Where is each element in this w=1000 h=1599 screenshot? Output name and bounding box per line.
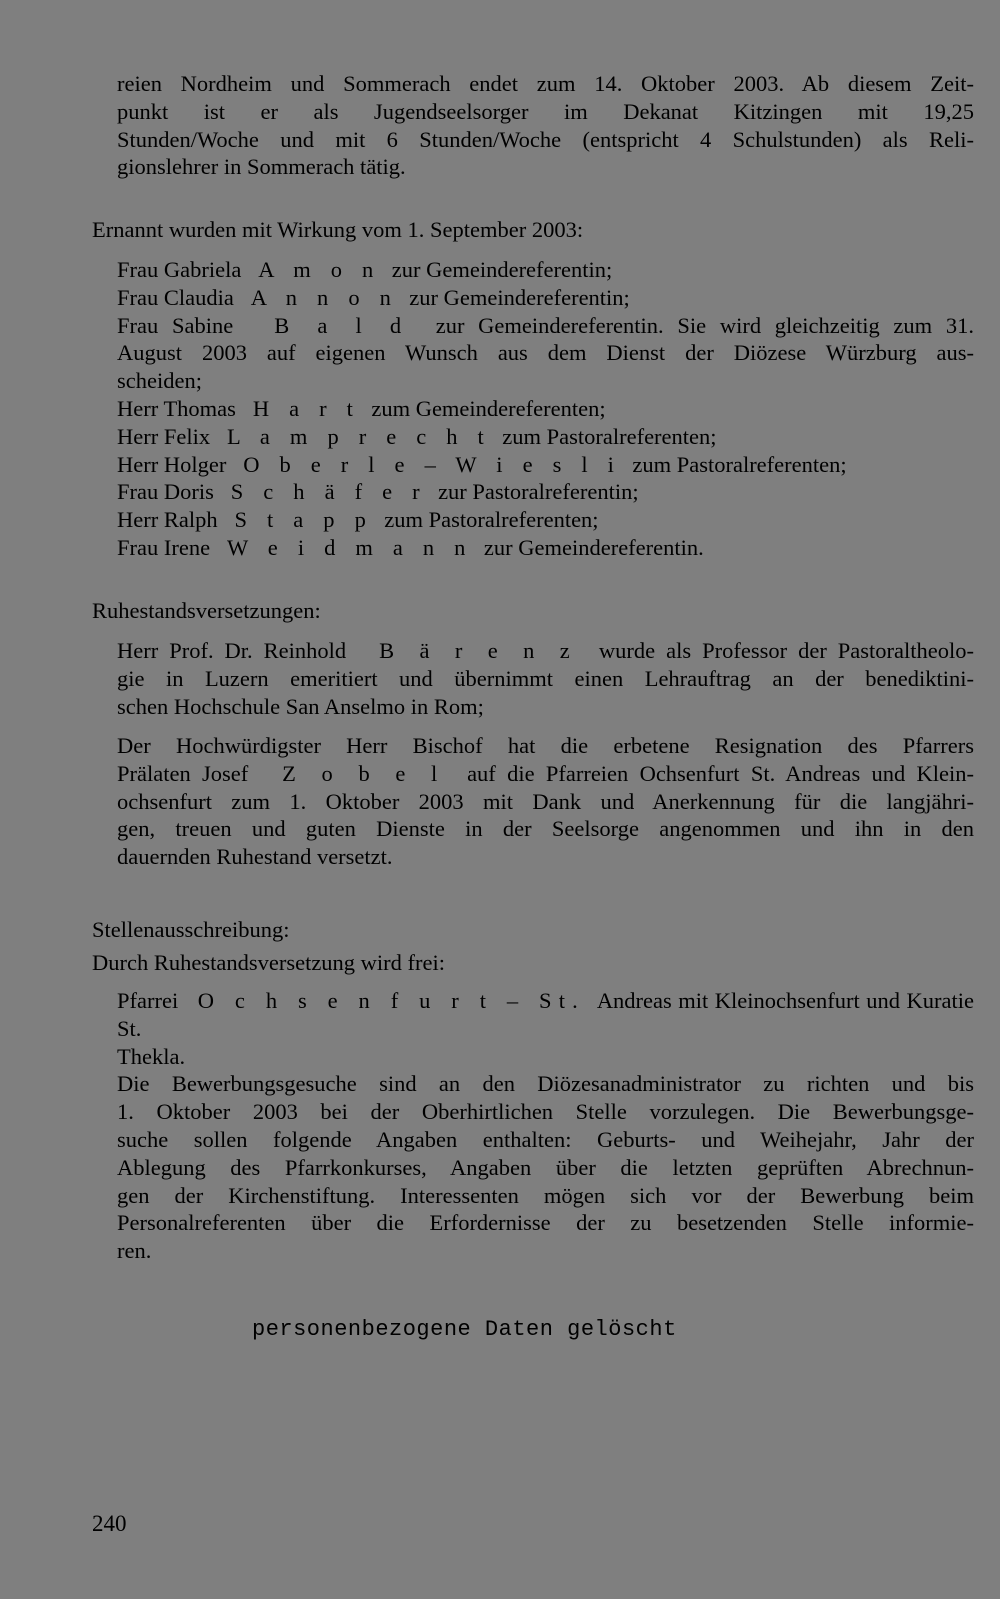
appointment-entry: Frau Gabriela A m o n zur Gemeindereferentin; [117,257,613,282]
person-name: O b e r l e – W i e s l i [243,451,622,477]
retirement-paragraph-1 [117,637,974,720]
person-name: H a r t [252,395,361,421]
parish-name: O c h s e n f u r t – St. [197,988,586,1013]
vacancy-heading: Stellenausschreibung: [92,917,290,942]
appointment-entry: Herr Holger O b e r l e – W i e s l i zum Pastoralreferenten; [117,451,847,477]
text-line: dauernden Ruhestand versetzt. [117,844,393,870]
text-line: Herr Prof. Dr. Reinhold B ä r e n z wurde als Professor der Pastoraltheolo- [117,638,975,663]
appointment-entry: Frau Doris S c h ä f e r zur Pastoralreferentin; [117,479,639,505]
person-name: A n n o n [250,284,399,310]
appointments-list [117,256,974,562]
text-line: 1. Oktober 2003 bei der Oberhirtlichen Stelle vorzulegen. Die Bewerbungsge- [117,1099,974,1125]
text-line: schen Hochschule San Anselmo in Rom; [117,693,484,719]
appointment-entry-continuation: scheiden; [117,368,202,394]
text-line: ochsenfurt zum 1. Oktober 2003 mit Dank und Anerkennung für die langjähri- [117,788,974,814]
redaction-note: personenbezogene Daten gelöscht [252,1317,677,1342]
person-name: B ä r e n z [379,638,577,663]
text-line: Pfarrei O c h s e n f u r t – St. Andreas mit Kleinochsenfurt und Kuratie St. [117,988,975,1041]
text-line: Stunden/Woche und mit 6 Stunden/Woche (entspricht 4 Schulstunden) als Reli- [117,126,974,152]
retirements-heading: Ruhestandsversetzungen: [92,598,321,623]
text-line: gie in Luzern emeritiert und übernimmt einen Lehrauftrag an der benediktini- [117,665,974,691]
page-number: 240 [92,1511,127,1536]
appointment-entry: Herr Thomas H a r t zum Gemeindereferenten; [117,395,606,421]
vacancy-subheading: Durch Ruhestandsversetzung wird frei: [92,950,446,975]
person-name: S t a p p [234,507,374,533]
text-line: ren. [117,1238,152,1264]
text-line: gionslehrer in Sommerach tätig. [117,154,406,180]
appointment-entry: Herr Felix L a m p r e c h t zum Pastoralreferenten; [117,423,717,449]
text-line: suche sollen folgende Angaben enthalten: Geburts- und Weihejahr, Jahr der [117,1126,974,1152]
person-name: W e i d m a n n [226,534,473,560]
person-name: L a m p r e c h t [226,423,491,449]
appointment-entry: Frau Irene W e i d m a n n zur Gemeindereferentin. [117,534,704,560]
person-name: Z o b e l [282,760,445,786]
vacancy-details [117,987,974,1265]
intro-paragraph [117,70,974,181]
appointments-heading: Ernannt wurden mit Wirkung vom 1. September 2003: [92,217,584,242]
text-line: punkt ist er als Jugendseelsorger im Dekanat Kitzingen mit 19,25 [117,98,974,124]
text-line: Thekla. [117,1043,186,1069]
person-name: S c h ä f e r [230,479,427,505]
text-line: Prälaten Josef Z o b e l auf die Pfarreien Ochsenfurt St. Andreas und Klein- [117,760,975,786]
retirement-paragraph-2 [117,732,974,871]
text-line: gen, treuen und guten Dienste in der Seelsorge angenommen und ihn in den [117,816,974,842]
person-name: B a l d [274,312,409,338]
text-line: Personalreferenten über die Erfordernisse der zu besetzenden Stelle informie- [117,1210,974,1236]
text-line: gen der Kirchenstiftung. Interessenten mögen sich vor der Bewerbung beim [117,1182,974,1208]
appointment-entry-continuation: August 2003 auf eigenen Wunsch aus dem Dienst der Diözese Würzburg aus- [117,340,974,366]
appointment-entry: Herr Ralph S t a p p zum Pastoralreferenten; [117,507,599,533]
person-name: A m o n [258,257,381,282]
text-line: Ablegung des Pfarrkonkurses, Angaben über die letzten geprüften Abrechnun- [117,1154,974,1180]
text-line: Der Hochwürdigster Herr Bischof hat die erbetene Resignation des Pfarrers [117,733,974,758]
appointment-entry: Frau Sabine B a l d zur Gemeindereferentin. Sie wird gleichzeitig zum 31. [117,312,974,338]
appointment-entry: Frau Claudia A n n o n zur Gemeindereferentin; [117,284,630,310]
text-line: reien Nordheim und Sommerach endet zum 14. Oktober 2003. Ab diesem Zeit- [117,71,974,96]
text-line: Die Bewerbungsgesuche sind an den Diözesanadministrator zu richten und bis [117,1071,974,1097]
